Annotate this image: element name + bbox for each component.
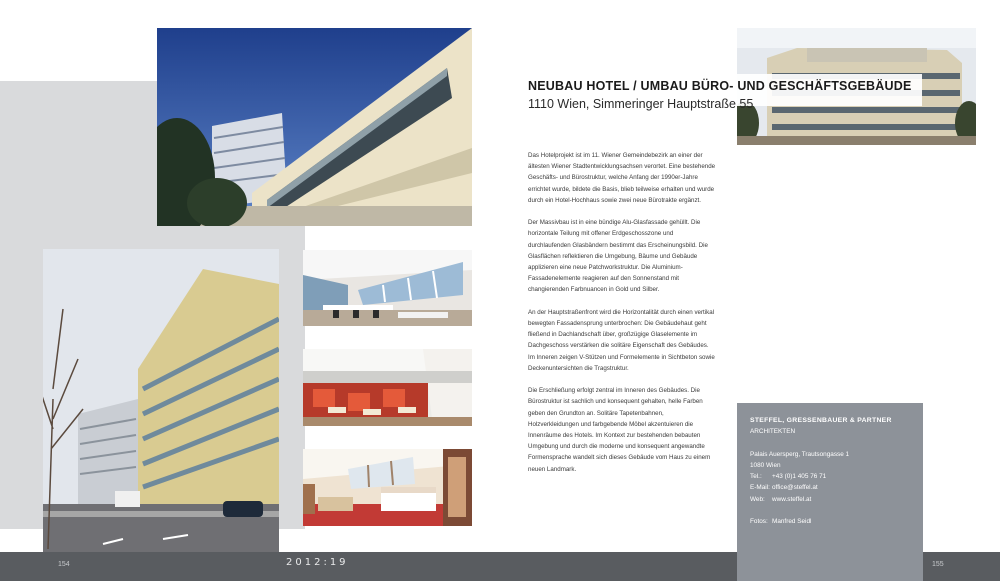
email-value[interactable]: office@steffel.at: [772, 484, 818, 492]
firm-web: [750, 494, 923, 505]
paragraph: Das Hotelprojekt ist im 11. Wiener Gemeindebezirk an einer der ältesten Wiener Stadtentwicklungsachsen verortet. Eine bestehende Geschäfts- und Bürostruktur, welche Anfang der 1990er-Jahre errichtet wurde, bildete die Basis, blieb teilweise erhalten und wurde durch ein Hotel-Hochhaus sowie zwei neue Bürotrakte ergänzt.: [528, 152, 716, 204]
firm-role: ARCHITEKTEN: [750, 428, 796, 436]
article-body: [528, 150, 716, 486]
page-number-right: 155: [932, 561, 944, 568]
paragraph: Die Erschließung erfolgt zentral im Inneren des Gebäudes. Die Bürostruktur ist sachlich und konsequent gehalten, helle Farben geben den Grundton an. Solitäre Tapetenbahnen, Holzverkleidungen und farbgebende Möbel akzentuieren die Innenräume des Hotels. Im Kontext zur bestehenden bebauten Umgebung und durch die moderne und konsequent angewandte Formensprache wandelt sich dieses Gebäude vom Haus zu einem neuen Landmark.: [528, 387, 711, 473]
issue-number: 2012:19: [286, 557, 349, 568]
paragraph: Der Massivbau ist in eine bündige Alu-Glasfassade gehüllt. Die horizontale Teilung mit offener Erdgeschosszone und durchlaufenden Glasbändern bestimmt das Erscheinungsbild. Die Glasflächen reflektieren die Umgebung, Bäume und Gebäude applizieren eine neue Patchworkstruktur. Die Aluminium-Fassadenelemente reagieren auf den Sonnenstand mit changierenden Farbnuancen in Gold und Silber.: [528, 219, 708, 294]
paragraph: An der Hauptstraßenfront wird die Horizontalität durch einen vertikal bewegten Fassadensprung unterbrochen: Die Gebäudehaut geht fließend in Dachlandschaft über, großzügige Glaselemente im Dachgeschoss verstärken die solitäre Eigenschaft des Gebäudes. Im Inneren zeigen V-Stützen und Formelemente in Sichtbeton sowie Deckenuntersichten die Tragstruktur.: [528, 308, 715, 372]
tel-value: +43 (0)1 405 76 71: [772, 473, 827, 481]
photo-hotel-lounge: [303, 349, 472, 426]
photo-hotel-tower-street: [43, 249, 279, 552]
firm-city: 1080 Wien: [750, 461, 781, 469]
web-label: Web:: [750, 495, 765, 503]
photo-credit: [750, 516, 923, 527]
firm-street: Palais Auersperg, Trautsongasse 1: [750, 450, 850, 458]
article-title: NEUBAU HOTEL / UMBAU BÜRO- UND GESCHÄFTSGEBÄUDE: [528, 79, 912, 93]
photo-label: Fotos:: [750, 518, 768, 526]
photo-building-exterior-sky: [157, 28, 472, 226]
page-number-left: 154: [58, 561, 70, 568]
firm-tel: [750, 471, 923, 482]
photo-office-interior: [303, 250, 472, 326]
architect-credits-box: [737, 403, 923, 581]
web-value[interactable]: www.steffel.at: [772, 495, 812, 503]
tel-label: Tel.:: [750, 473, 762, 481]
firm-name: STEFFEL, GRESSENBAUER & PARTNER: [750, 417, 892, 424]
photo-value: Manfred Seidl: [772, 518, 812, 526]
photo-hotel-room: [303, 449, 472, 526]
email-label: E-Mail:: [750, 484, 770, 492]
firm-email: [750, 482, 923, 493]
article-subtitle: 1110 Wien, Simmeringer Hauptstraße 55: [528, 97, 754, 111]
